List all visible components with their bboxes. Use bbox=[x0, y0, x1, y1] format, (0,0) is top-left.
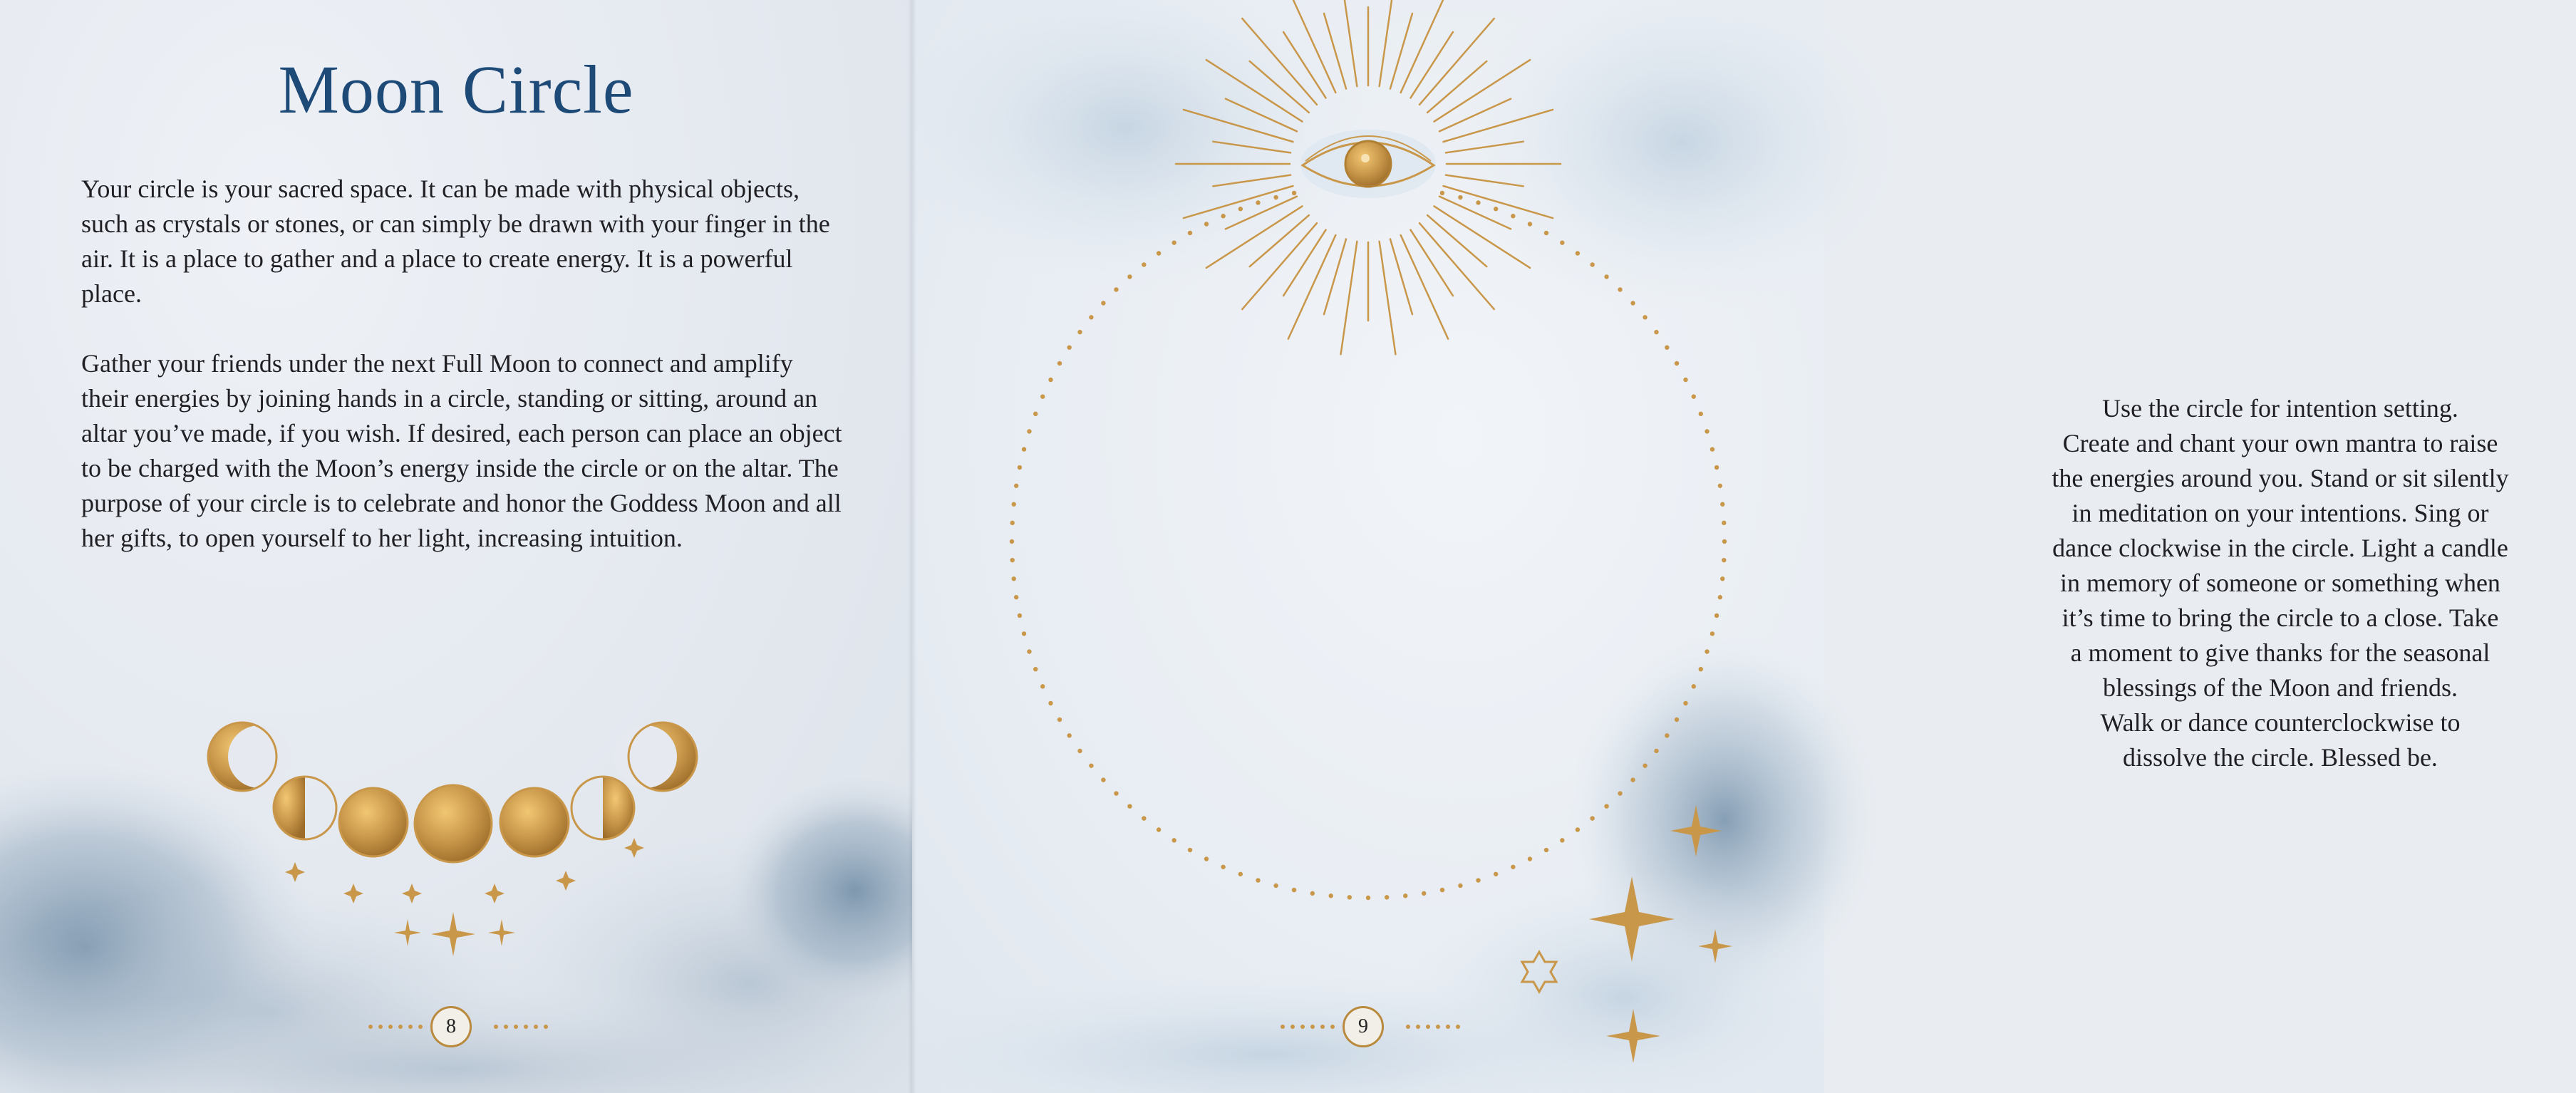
star-icon bbox=[556, 871, 576, 891]
text-line: Create and chant your own mantra to raise bbox=[2062, 429, 2498, 457]
star-icon bbox=[394, 919, 421, 946]
paragraph-2: Gather your friends under the next Full Moon to connect and amplify their energies by joining hands in a circle, standing or sitting, around an altar you’ve made, if you wish. If desired, each person can place an object to be charged with the Moon’s energy inside the circle or on the altar. The purpose of your circle is to celebrate and honor the Goddess Moon and all her gifts, to open yourself to her light, increasing intuition. bbox=[81, 349, 842, 552]
text-line: dissolve the circle. Blessed be. bbox=[2123, 743, 2438, 772]
moon-waning-gibbous bbox=[500, 788, 569, 856]
left-page bbox=[0, 0, 912, 1093]
moon-first-quarter bbox=[274, 777, 336, 839]
star-icon bbox=[431, 912, 475, 956]
star-icon bbox=[1589, 876, 1675, 962]
star-icon bbox=[488, 919, 515, 946]
star-icon bbox=[1606, 1009, 1660, 1063]
text-line: in meditation on your intentions. Sing or bbox=[2071, 499, 2489, 527]
moon-waxing-gibbous bbox=[339, 788, 408, 856]
book-gutter bbox=[908, 0, 916, 1093]
text-line: a moment to give thanks for the seasonal bbox=[2070, 638, 2490, 667]
text-line: it’s time to bring the circle to a close. Take bbox=[2062, 604, 2499, 632]
page-number: 8 bbox=[430, 1006, 472, 1047]
text-line: the energies around you. Stand or sit silently bbox=[2052, 464, 2509, 492]
moon-waning-crescent bbox=[614, 722, 697, 791]
moon-last-quarter bbox=[571, 777, 634, 839]
star-icon bbox=[402, 884, 422, 903]
star-icon bbox=[1698, 929, 1732, 963]
text-line: Use the circle for intention setting. bbox=[2102, 394, 2458, 423]
text-line: Walk or dance counterclockwise to bbox=[2100, 708, 2461, 737]
moon-waxing-crescent bbox=[208, 722, 291, 791]
moon-phases-illustration bbox=[0, 705, 912, 990]
circle-text bbox=[1985, 391, 2576, 775]
right-page bbox=[912, 0, 2509, 1093]
paragraph-1: Your circle is your sacred space. It can be made with physical objects, such as crystals or stones, or can simply be drawn with your finger in the air. It is a place to gather and a place to create energy. It is a powerful place. bbox=[81, 175, 830, 308]
moon-full bbox=[415, 785, 492, 862]
text-line: in memory of someone or something when bbox=[2060, 569, 2500, 597]
star-icon bbox=[343, 884, 363, 903]
star-icon bbox=[624, 838, 644, 858]
sparkle-stars bbox=[912, 0, 1824, 1093]
star-icon bbox=[485, 884, 505, 903]
page-number: 9 bbox=[1343, 1006, 1384, 1047]
text-line: dance clockwise in the circle. Light a candle bbox=[2052, 534, 2508, 562]
star-icon bbox=[1522, 952, 1556, 992]
page-title: Moon Circle bbox=[278, 51, 634, 128]
star-icon bbox=[1670, 805, 1722, 856]
text-line: blessings of the Moon and friends. bbox=[2103, 673, 2458, 702]
star-icon bbox=[285, 862, 305, 882]
